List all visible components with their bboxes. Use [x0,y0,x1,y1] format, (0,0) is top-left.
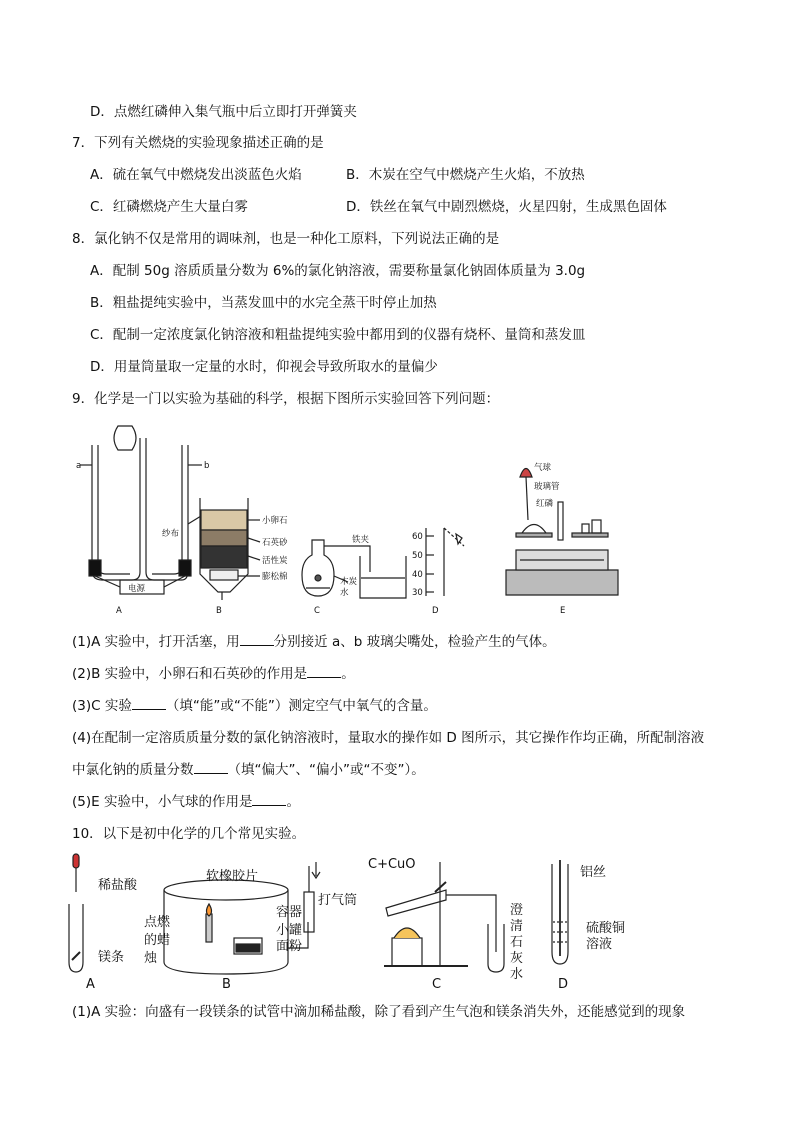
tick-40: 40 [412,570,423,580]
cotton-label: 膨松棉 [262,572,288,582]
q9-stem: 9．化学是一门以实验为基础的科学，根据下图所示实验回答下列问题： [72,391,500,407]
figure-d-aluminum [552,860,568,964]
candle-label-1: 点燃 [144,915,171,930]
water-label: 水 [340,588,349,598]
q10-sub1: (1)A 实验：向盛有一段镁条的试管中滴加稀盐酸，除了看到产生气泡和镁条消失外，还能感觉到的现象 [72,1004,686,1020]
clip-label: 铁夹 [352,535,370,545]
figure-e-balance [506,469,618,596]
answer-blank[interactable] [132,697,166,710]
q9-sub2: (2)B 实验中，小卵石和石英砂的作用是 。 [72,666,355,682]
limewater-label-2: 清 [510,919,524,934]
container-label: 容器 [276,905,303,920]
q9-sub4-cont: 中氯化钠的质量分数 （填“偏大”、“偏小”或“不变”）。 [72,762,425,778]
hcl-label: 稀盐酸 [98,878,138,893]
candle-label-2: 的蜡 [144,933,171,948]
gauze-label: 纱布 [162,529,180,539]
q8-stem: 8．氯化钠不仅是常用的调味剂，也是一种化工原料，下列说法正确的是 [72,231,500,247]
glass-tube-label: 玻璃管 [534,482,560,492]
can-label-1: 小罐 [276,923,303,938]
q6-option-d: D．点燃红磷伸入集气瓶中后立即打开弹簧夹 [90,104,357,120]
q9-sub3: (3)C 实验 （填“能”或“不能”）测定空气中氧气的含量。 [72,698,437,714]
q8-option-d: D．用量筒量取一定量的水时，仰视会导致所取水的量偏少 [90,359,438,375]
mg-label: 镁条 [98,950,125,965]
answer-blank[interactable] [307,665,341,678]
c-cuo-label: C+CuO [368,857,416,872]
charcoal-label: 木炭 [340,577,358,587]
fig-a-label: A [116,606,122,616]
q10-figure [66,852,646,992]
can-label-2: 面粉 [276,939,303,954]
fig-b-label: B [222,977,231,992]
q9-figure [70,420,630,620]
cuso4-label-2: 溶液 [586,937,613,952]
q9-sub1: (1)A 实验中，打开活塞，用 分别接近 a、b 玻璃尖嘴处，检验产生的气体。 [72,634,556,650]
q9-sub5: (5)E 实验中，小气球的作用是 。 [72,794,300,810]
figure-b-filter [188,498,260,600]
answer-blank[interactable] [240,633,274,646]
answer-blank[interactable] [194,761,228,774]
q10-stem: 10．以下是初中化学的几个常见实验。 [72,826,306,842]
q7-stem: 7．下列有关燃烧的实验现象描述正确的是 [72,135,324,151]
al-wire-label: 铝丝 [580,865,607,880]
fig-d-label: D [558,977,569,992]
figure-a-test-tube [69,854,83,972]
label-a: a [76,461,82,471]
limewater-label-5: 水 [510,967,524,982]
limewater-label-3: 石 [510,935,524,950]
balloon-label: 气球 [534,463,552,473]
fig-e-label: E [560,606,566,616]
figure-a-electrolysis [80,426,202,594]
q9-sub4: (4)在配制一定溶质质量分数的氯化钠溶液时，量取水的操作如 D 图所示，其它操作作均正确，所配制溶液 [72,730,705,746]
power-label: 电源 [128,584,146,594]
red-phosphorus-label: 红磷 [536,499,554,509]
fig-b-label: B [216,606,222,616]
fig-c-label: C [432,977,442,992]
q7-option-d: D．铁丝在氧气中剧烈燃烧，火星四射，生成黑色固体 [346,199,667,215]
rubber-sheet-label: 软橡胶片 [206,869,259,884]
quartz-sand-label: 石英砂 [262,538,288,548]
tick-50: 50 [412,551,423,561]
limewater-label-4: 灰 [510,951,524,966]
pebble-label: 小卵石 [262,516,288,526]
q7-option-a: A．硫在氧气中燃烧发出淡蓝色火焰 [90,167,302,183]
fig-c-label: C [314,606,320,616]
tick-30: 30 [412,588,423,598]
figure-c-flask [302,540,406,598]
figure-c-reduction [384,862,504,972]
q7-option-b: B．木炭在空气中燃烧产生火焰，不放热 [346,167,585,183]
q8-option-a: A．配制 50g 溶质质量分数为 6%的氯化钠溶液，需要称量氯化钠固体质量为 3.0g [90,263,586,279]
figure-d-cylinder [426,528,464,596]
activated-carbon-label: 活性炭 [262,556,288,566]
tick-60: 60 [412,532,423,542]
fig-a-label: A [86,977,95,992]
pump-label: 打气筒 [318,893,358,908]
label-b: b [204,461,210,471]
fig-d-label: D [432,606,439,616]
cuso4-label-1: 硫酸铜 [586,921,626,936]
limewater-label-1: 澄 [510,903,524,918]
q8-option-b: B．粗盐提纯实验中，当蒸发皿中的水完全蒸干时停止加热 [90,295,437,311]
candle-label-3: 烛 [144,951,158,966]
q7-option-c: C．红磷燃烧产生大量白雾 [90,199,248,215]
q8-option-c: C．配制一定浓度氯化钠溶液和粗盐提纯实验中都用到的仪器有烧杯、量筒和蒸发皿 [90,327,586,343]
answer-blank[interactable] [252,793,286,806]
